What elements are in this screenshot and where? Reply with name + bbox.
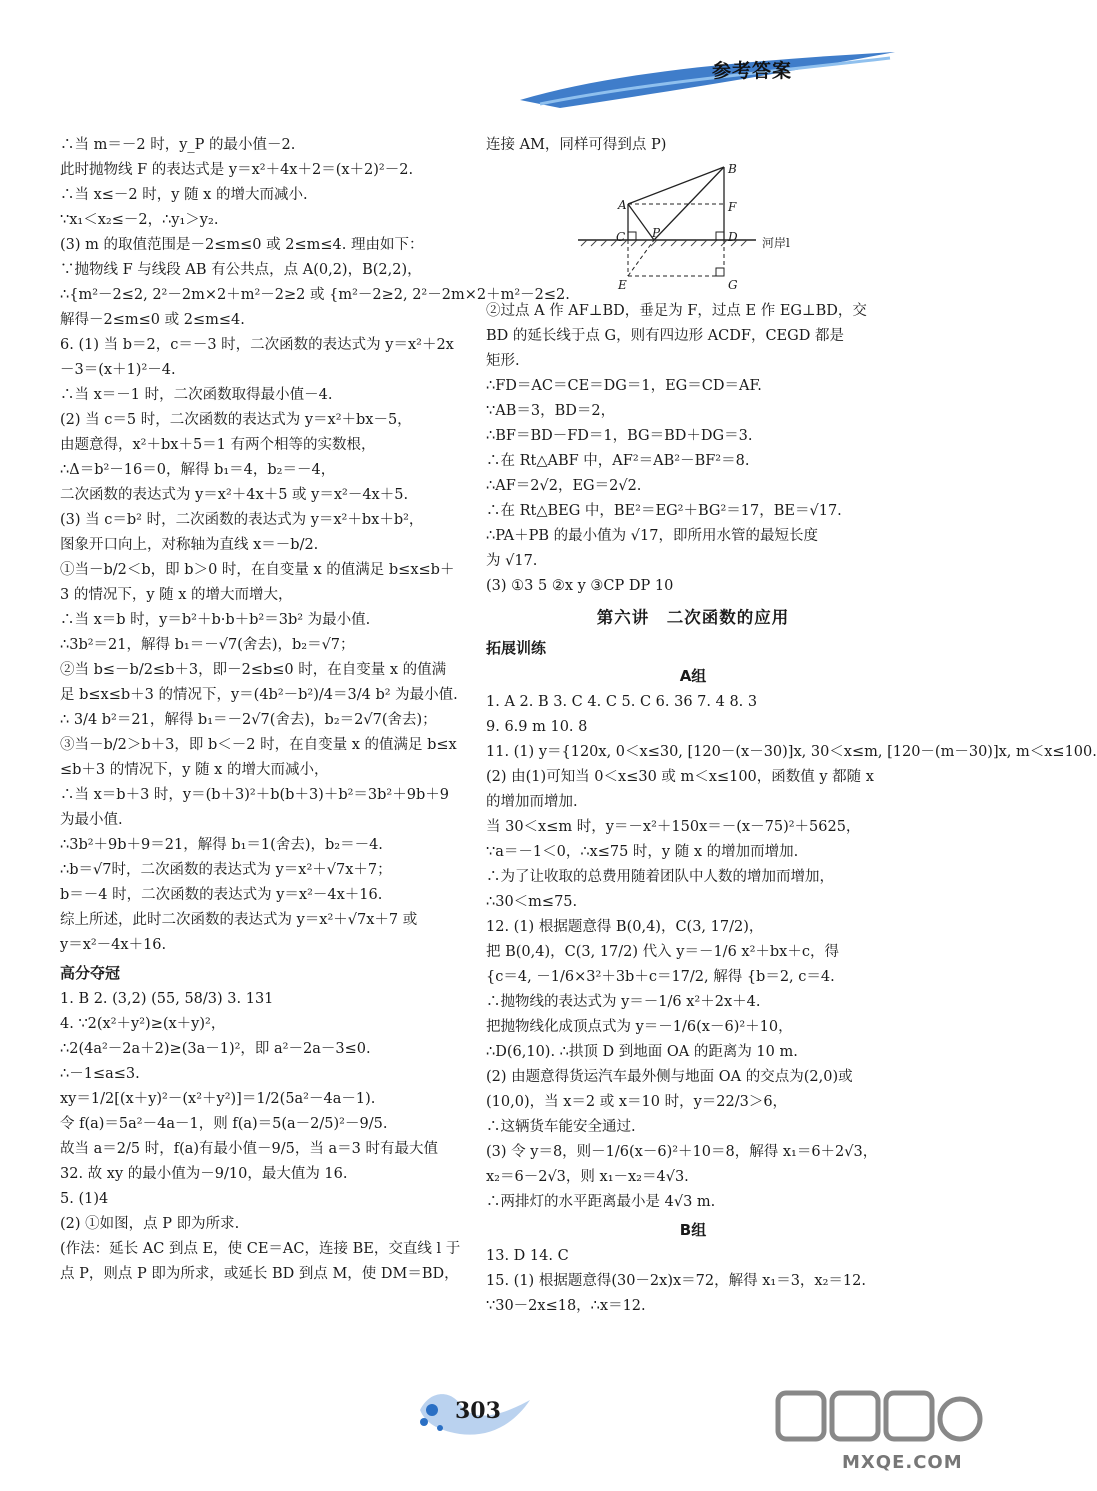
answer-line: ∴当 x≤－2 时，y 随 x 的增大而减小. <box>60 187 308 203</box>
page-number: 303 <box>455 1398 501 1424</box>
answer-line: (2) 由(1)可知当 0＜x≤30 或 m＜x≤100，函数值 y 都随 x <box>486 769 874 785</box>
geometry-figure <box>486 162 900 292</box>
answer-line: ∴两排灯的水平距离最小是 4√3 m. <box>486 1194 716 1210</box>
answer-line: 5. (1)4 <box>60 1191 109 1207</box>
answer-line: ∴AF＝2√2，EG＝2√2. <box>486 478 642 494</box>
answer-line: 为最小值. <box>60 812 123 828</box>
answer-line: ∴ 3/4 b²＝21，解得 b₁＝－2√7(舍去)，b₂＝2√7(舍去)； <box>60 712 437 728</box>
answer-line: ∴在 Rt△ABF 中，AF²＝AB²－BF²＝8. <box>486 453 750 469</box>
answer-line: 当 30＜x≤m 时，y＝－x²＋150x＝－(x－75)²＋5625， <box>486 819 861 835</box>
answer-line: ③当－b/2＞b＋3，即 b＜－2 时，在自变量 x 的值满足 b≤x <box>60 737 457 753</box>
answer-line: 令 f(a)＝5a²－4a－1，则 f(a)＝5(a－2/5)²－9/5. <box>60 1116 388 1132</box>
answer-line: ∵30－2x≤18，∴x＝12. <box>486 1298 646 1314</box>
answer-line: 故当 a＝2/5 时，f(a)有最小值－9/5，当 a＝3 时有最大值 <box>60 1141 438 1157</box>
figure-label-river: 河岸l <box>762 236 790 250</box>
watermark-text: MXQE.COM <box>842 1452 963 1473</box>
answer-line: ∵a＝－1＜0，∴x≤75 时，y 随 x 的增加而增加. <box>486 844 799 860</box>
answer-line: 把抛物线化成顶点式为 y＝－1/6(x－6)²＋10， <box>486 1019 793 1035</box>
figure-label-p: P <box>652 226 661 240</box>
answer-line: (3) ①3 5 ②x y ③CP DP 10 <box>486 578 674 594</box>
watermark-logo <box>768 1385 988 1455</box>
answer-line: ∴抛物线的表达式为 y＝－1/6 x²＋2x＋4. <box>486 994 761 1010</box>
header-title: 参考答案 <box>712 60 793 82</box>
answer-line: 点 P，则点 P 即为所求，或延长 BD 到点 M，使 DM＝BD， <box>60 1266 459 1282</box>
answer-line: ∴Δ＝b²－16＝0，解得 b₁＝4，b₂＝－4， <box>60 462 336 478</box>
answer-line: ∴PA＋PB 的最小值为 √17，即所用水管的最短长度 <box>486 528 818 544</box>
answer-line: ②过点 A 作 AF⊥BD，垂足为 F，过点 E 作 EG⊥BD，交 <box>486 303 867 319</box>
answer-line: 4. ∵2(x²＋y²)≥(x＋y)²， <box>60 1016 226 1032</box>
answer-line: (3) 当 c＝b² 时，二次函数的表达式为 y＝x²＋bx＋b²， <box>60 512 424 528</box>
answer-line: 的增加而增加. <box>486 794 578 810</box>
figure-label-e: E <box>618 278 627 292</box>
answer-line: ∴－1≤a≤3. <box>60 1066 140 1082</box>
answer-line: ∴3b²＝21，解得 b₁＝－√7(舍去)，b₂＝√7； <box>60 637 355 653</box>
answer-line: 矩形. <box>486 353 520 369</box>
answer-line: 综上所述，此时二次函数的表达式为 y＝x²＋√7x＋7 或 <box>60 912 418 928</box>
answer-line: ∵抛物线 F 与线段 AB 有公共点，点 A(0,2)，B(2,2)， <box>60 262 422 278</box>
answer-line: (作法：延长 AC 到点 E，使 CE＝AC，连接 BE，交直线 l 于 <box>60 1241 461 1257</box>
answer-line: －3＝(x＋1)²－4. <box>60 362 176 378</box>
answer-line: (10,0)，当 x＝2 或 x＝10 时，y＝22/3＞6， <box>486 1094 788 1110</box>
answer-line: ∵AB＝3，BD＝2， <box>486 403 616 419</box>
answer-line: ∴{m²－2≤2, 2²－2m×2＋m²－2≥2 或 {m²－2≥2, 2²－2m×2＋m²－2≤2. <box>60 287 570 303</box>
lecture-title: 第六讲 二次函数的应用 <box>596 608 790 627</box>
answer-line: 足 b≤x≤b＋3 的情况下，y＝(4b²－b²)/4＝3/4 b² 为最小值. <box>60 687 458 703</box>
group-a-heading: A组 <box>679 667 707 685</box>
figure-label-c: C <box>616 230 626 244</box>
answer-line: (2) 当 c＝5 时，二次函数的表达式为 y＝x²＋bx－5， <box>60 412 412 428</box>
answer-line: xy＝1/2[(x＋y)²－(x²＋y²)]＝1/2(5a²－4a－1). <box>60 1091 376 1107</box>
answer-line: 此时抛物线 F 的表达式是 y＝x²＋4x＋2＝(x＋2)²－2. <box>60 162 414 178</box>
answer-line: 由题意得，x²＋bx＋5＝1 有两个相等的实数根， <box>60 437 376 453</box>
extension-heading: 拓展训练 <box>486 639 547 657</box>
answer-line: 3 的情况下，y 随 x 的增大而增大， <box>60 587 293 603</box>
answer-line: 9. 6.9 m 10. 8 <box>486 719 588 735</box>
answer-line: 二次函数的表达式为 y＝x²＋4x＋5 或 y＝x²－4x＋5. <box>60 487 409 503</box>
answer-line: 11. (1) y＝{120x, 0＜x≤30, [120－(x－30)]x, 30＜x≤m, [120－(m－30)]x, m＜x≤100. <box>486 744 1097 760</box>
answer-line: (2) 由题意得货运汽车最外侧与地面 OA 的交点为(2,0)或 <box>486 1069 853 1085</box>
section-heading-gaofen: 高分夺冠 <box>60 964 121 982</box>
answer-line: (3) 令 y＝8，则－1/6(x－6)²＋10＝8，解得 x₁＝6＋2√3， <box>486 1144 878 1160</box>
answer-line: ≤b＋3 的情况下，y 随 x 的增大而减小， <box>60 762 329 778</box>
figure-label-b: B <box>728 162 737 176</box>
answer-line: 为 √17. <box>486 553 538 569</box>
answer-line: 图象开口向上，对称轴为直线 x＝－b/2. <box>60 537 319 553</box>
answer-line: ②当 b≤－b/2≤b＋3，即－2≤b≤0 时，在自变量 x 的值满 <box>60 662 447 678</box>
answer-line: 15. (1) 根据题意得(30－2x)x＝72，解得 x₁＝3，x₂＝12. <box>486 1273 866 1289</box>
answer-line: x₂＝6－2√3，则 x₁－x₂＝4√3. <box>486 1169 689 1185</box>
figure-label-a: A <box>618 198 627 212</box>
answer-line: ∴当 x＝b＋3 时，y＝(b＋3)²＋b(b＋3)＋b²＝3b²＋9b＋9 <box>60 787 449 803</box>
answer-line: 把 B(0,4)，C(3, 17/2) 代入 y＝－1/6 x²＋bx＋c，得 <box>486 944 839 960</box>
answer-line: 1. B 2. (3,2) (55, 58/3) 3. 131 <box>60 991 274 1007</box>
group-b-heading: B组 <box>679 1221 707 1239</box>
answer-line: (2) ①如图，点 P 即为所求. <box>60 1216 240 1232</box>
answer-line: ∵x₁＜x₂≤－2，∴y₁＞y₂. <box>60 212 219 228</box>
header-swoosh <box>500 30 900 110</box>
answer-line: 13. D 14. C <box>486 1248 569 1264</box>
answer-line: ∴D(6,10). ∴拱顶 D 到地面 OA 的距离为 10 m. <box>486 1044 798 1060</box>
answer-line: 6. (1) 当 b＝2，c＝－3 时，二次函数的表达式为 y＝x²＋2x <box>60 337 454 353</box>
answer-line: ∴2(4a²－2a＋2)≥(3a－1)²，即 a²－2a－3≤0. <box>60 1041 371 1057</box>
answer-line: ∴30＜m≤75. <box>486 894 578 910</box>
answer-line: ∴这辆货车能安全通过. <box>486 1119 636 1135</box>
right-after-figure-lines <box>486 300 900 597</box>
answer-line: ∴b＝√7时，二次函数的表达式为 y＝x²＋√7x＋7； <box>60 862 392 878</box>
group-b-lines <box>486 1245 900 1317</box>
answer-line: (3) m 的取值范围是－2≤m≤0 或 2≤m≤4. 理由如下： <box>60 237 424 253</box>
right-column <box>486 134 1097 1320</box>
answer-line: ①当－b/2＜b，即 b＞0 时，在自变量 x 的值满足 b≤x≤b＋ <box>60 562 455 578</box>
figure-label-d: D <box>728 230 738 244</box>
answer-line: 解得－2≤m≤0 或 2≤m≤4. <box>60 312 245 328</box>
answer-line: b＝－4 时，二次函数的表达式为 y＝x²－4x＋16. <box>60 887 383 903</box>
answer-line: ∴当 x＝－1 时，二次函数取得最小值－4. <box>60 387 333 403</box>
answer-line: y＝x²－4x＋16. <box>60 937 167 953</box>
answer-line: ∴为了让收取的总费用随着团队中人数的增加而增加， <box>486 869 834 885</box>
gaofen-answer-lines <box>60 988 460 1285</box>
answer-line: 1. A 2. B 3. C 4. C 5. C 6. 36 7. 4 8. 3 <box>486 694 758 710</box>
answer-line: ∴FD＝AC＝CE＝DG＝1，EG＝CD＝AF. <box>486 378 762 394</box>
group-a-lines <box>486 691 1097 1213</box>
answer-line: 32. 故 xy 的最小值为－9/10，最大值为 16. <box>60 1166 348 1182</box>
answer-line: ∴当 m＝－2 时，y_P 的最小值－2. <box>60 137 296 153</box>
river-pipe-diagram <box>486 162 900 292</box>
answer-line: ∴3b²＋9b＋9＝21，解得 b₁＝1(舍去)，b₂＝－4. <box>60 837 383 853</box>
right-top-lines <box>486 134 900 156</box>
answer-line: ∴当 x＝b 时，y＝b²＋b·b＋b²＝3b² 为最小值. <box>60 612 371 628</box>
answer-line: ∴在 Rt△BEG 中，BE²＝EG²＋BG²＝17，BE＝√17. <box>486 503 842 519</box>
answer-line: {c＝4, －1/6×3²＋3b＋c＝17/2, 解得 {b＝2, c＝4. <box>486 969 835 985</box>
answer-line: 12. (1) 根据题意得 B(0,4)，C(3, 17/2)， <box>486 919 764 935</box>
figure-label-f: F <box>728 200 737 214</box>
answer-line: ∴BF＝BD－FD＝1，BG＝BD＋DG＝3. <box>486 428 753 444</box>
answer-line: BD 的延长线于点 G，则有四边形 ACDF，CEGD 都是 <box>486 328 844 344</box>
figure-label-g: G <box>728 278 738 292</box>
answer-line: 连接 AM，同样可得到点 P) <box>486 137 667 153</box>
